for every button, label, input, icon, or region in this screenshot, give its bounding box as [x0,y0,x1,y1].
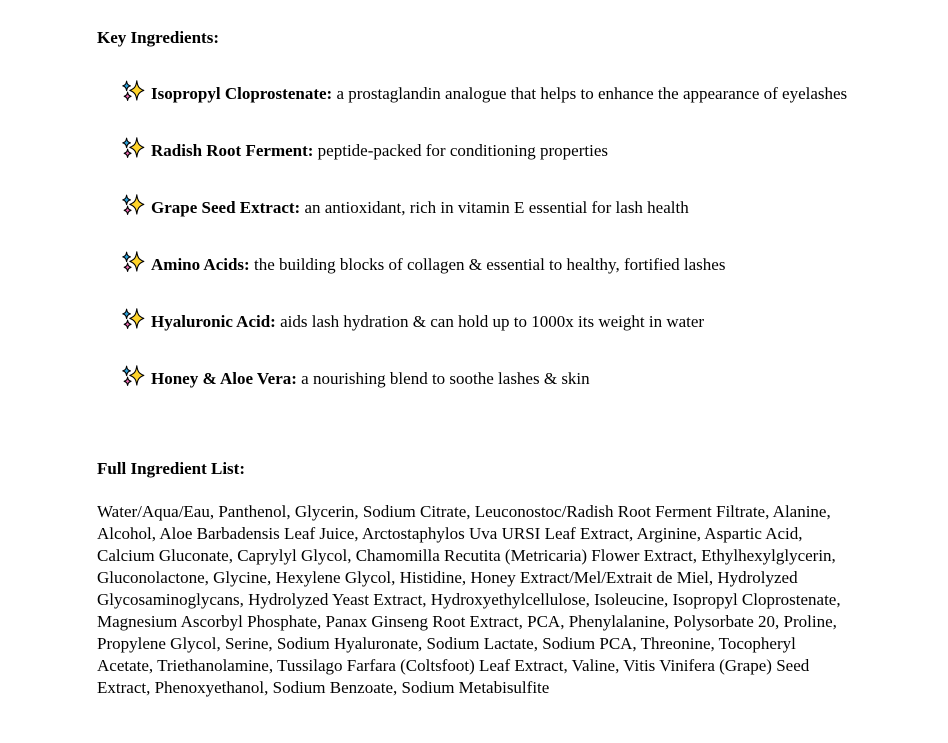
sparkles-icon [122,193,146,213]
full-ingredient-list-heading: Full Ingredient List: [97,459,245,478]
ingredient-name: Hyaluronic Acid: [151,312,276,331]
ingredient-name: Honey & Aloe Vera: [151,369,297,388]
ingredient-name: Isopropyl Cloprostenate: [151,84,333,103]
ingredient-name: Radish Root Ferment: [151,141,314,160]
key-ingredient-item [97,136,853,164]
key-ingredient-item [97,250,853,278]
ingredient-description: a nourishing blend to soothe lashes & skin [296,369,590,388]
ingredient-description: an antioxidant, rich in vitamin E essential for lash health [300,198,689,217]
sparkles-icon [122,79,146,99]
ingredient-description: peptide-packed for conditioning properties [313,141,608,160]
key-ingredient-item [97,364,853,392]
ingredient-description: the building blocks of collagen & essential to healthy, fortified lashes [249,255,726,274]
key-ingredients-heading: Key Ingredients: [97,28,219,47]
ingredient-description: a prostaglandin analogue that helps to enhance the appearance of eyelashes [332,84,848,103]
sparkles-icon [122,250,146,270]
ingredient-name: Amino Acids: [151,255,250,274]
ingredient-name: Grape Seed Extract: [151,198,301,217]
key-ingredient-item [97,79,853,107]
key-ingredient-item [97,307,853,335]
sparkles-icon [122,136,146,156]
ingredient-description: aids lash hydration & can hold up to 1000x its weight in water [275,312,705,331]
key-ingredient-item [97,193,853,221]
full-ingredient-list-text: Water/Aqua/Eau, Panthenol, Glycerin, Sodium Citrate, Leuconostoc/Radish Root Ferment Filtrate, Alanine, Alcohol, Aloe Barbadensis Leaf Juice, Arctostaphylos Uva URSI Leaf Extract, Arginine, Aspartic Acid, Calcium Gluconate, Caprylyl Glycol, Chamomilla Recutita (Metricaria) Flower Extract, Ethylhexylglycerin, Gluconolactone, Glycine, Hexylene Glycol, Histidine, Honey Extract/Mel/Extrait de Miel, Hydrolyzed Glycosaminoglycans, Hydrolyzed Yeast Extract, Hydroxyethylcellulose, Isoleucine, Isopropyl Cloprostenate, Magnesium Ascorbyl Phosphate, Panax Ginseng Root Extract, PCA, Phenylalanine, Polysorbate 20, Proline, Propylene Glycol, Serine, Sodium Hyaluronate, Sodium Lactate, Sodium PCA, Threonine, Tocopheryl Acetate, Triethanolamine, Tussilago Farfara (Coltsfoot) Leaf Extract, Valine, Vitis Vinifera (Grape) Seed Extract, Phenoxyethanol, Sodium Benzoate, Sodium Metabisulfite [97,502,841,697]
sparkles-icon [122,307,146,327]
sparkles-icon [122,364,146,384]
